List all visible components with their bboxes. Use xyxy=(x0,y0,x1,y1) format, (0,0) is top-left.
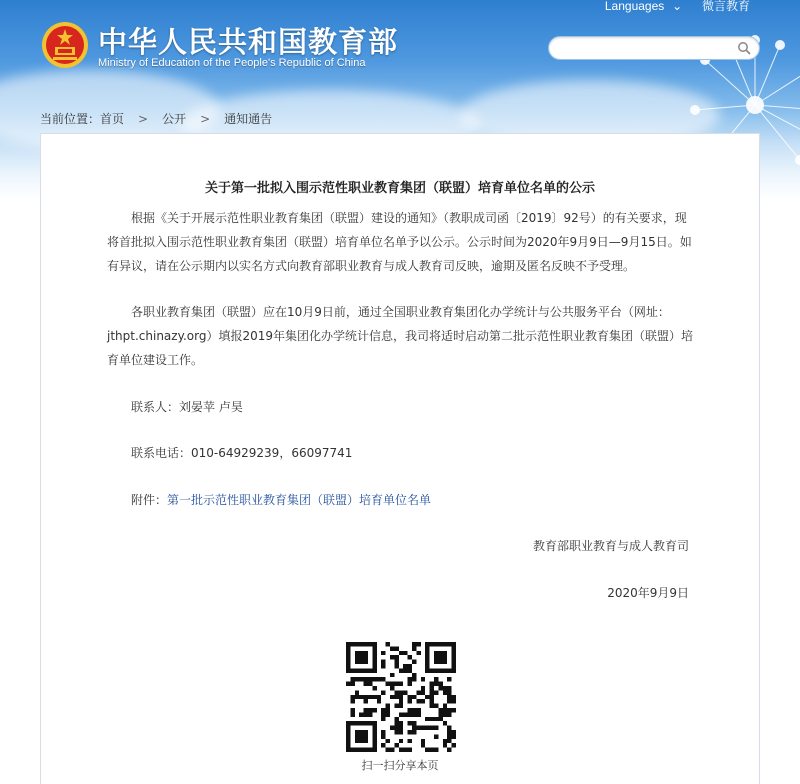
qr-caption: 扫一扫分享本页 xyxy=(361,759,439,772)
top-links xyxy=(589,0,750,14)
breadcrumb-prefix: 当前位置： xyxy=(40,112,101,126)
weibo-link[interactable]: 微言教育 xyxy=(701,0,750,13)
contact-phone: 联系电话：010-64929239，66097741 xyxy=(131,446,353,460)
breadcrumb-item-home[interactable]: 首页 xyxy=(100,112,125,126)
publish-date: 2020年9月9日 xyxy=(607,586,689,600)
breadcrumb-item-public[interactable]: 公开 xyxy=(162,112,187,126)
article-container xyxy=(40,133,760,784)
article-paragraph xyxy=(107,206,697,278)
attachment-label: 附件： xyxy=(131,493,168,507)
national-emblem-icon xyxy=(40,20,90,70)
languages-link[interactable]: Languages xyxy=(604,0,665,13)
search-icon[interactable] xyxy=(737,41,751,55)
dropdown-caret-icon[interactable]: ⌄ xyxy=(672,0,683,13)
chevron-right-icon: > xyxy=(138,112,149,126)
article-title: 关于第一批拟入围示范性职业教育集团（联盟）培育单位名单的公示 xyxy=(204,181,595,196)
breadcrumb xyxy=(40,110,272,127)
breadcrumb-item-notices[interactable]: 通知通告 xyxy=(224,112,273,126)
attachment-link[interactable]: 第一批示范性职业教育集团（联盟）培育单位名单 xyxy=(167,493,432,507)
search-input[interactable] xyxy=(559,40,729,56)
chevron-right-icon: > xyxy=(200,112,211,126)
search-box[interactable] xyxy=(548,36,760,60)
contact-person: 联系人：刘晏苹 卢昊 xyxy=(131,400,243,414)
site-title[interactable]: 中华人民共和国教育部 xyxy=(98,25,399,59)
article-paragraph xyxy=(107,300,697,372)
site-subtitle: Ministry of Education of the People's Republic of China xyxy=(98,57,366,69)
paragraph-1-text: 根据《关于开展示范性职业教育集团（联盟）建设的通知》（教职成司函〔2019〕92号）的有关要求，现将首批拟入围示范性职业教育集团（联盟）培育单位名单予以公示。公示时间为2020年9月9日—9月15日。如有异议，请在公示期内以实名方式向教育部职业教育与成人教育司反映，逾期及匿名反映不予受理。 xyxy=(107,211,692,273)
qr-code-icon xyxy=(346,642,456,752)
attachment-line xyxy=(131,491,431,508)
issuer: 教育部职业教育与成人教育司 xyxy=(532,539,689,553)
paragraph-2-text: 各职业教育集团（联盟）应在10月9日前，通过全国职业教育集团化办学统计与公共服务平台（网址：jthpt.chinazy.org）填报2019年集团化办学统计信息，我司将适时启动第二批示范性职业教育集团（联盟）培育单位建设工作。 xyxy=(107,305,694,367)
